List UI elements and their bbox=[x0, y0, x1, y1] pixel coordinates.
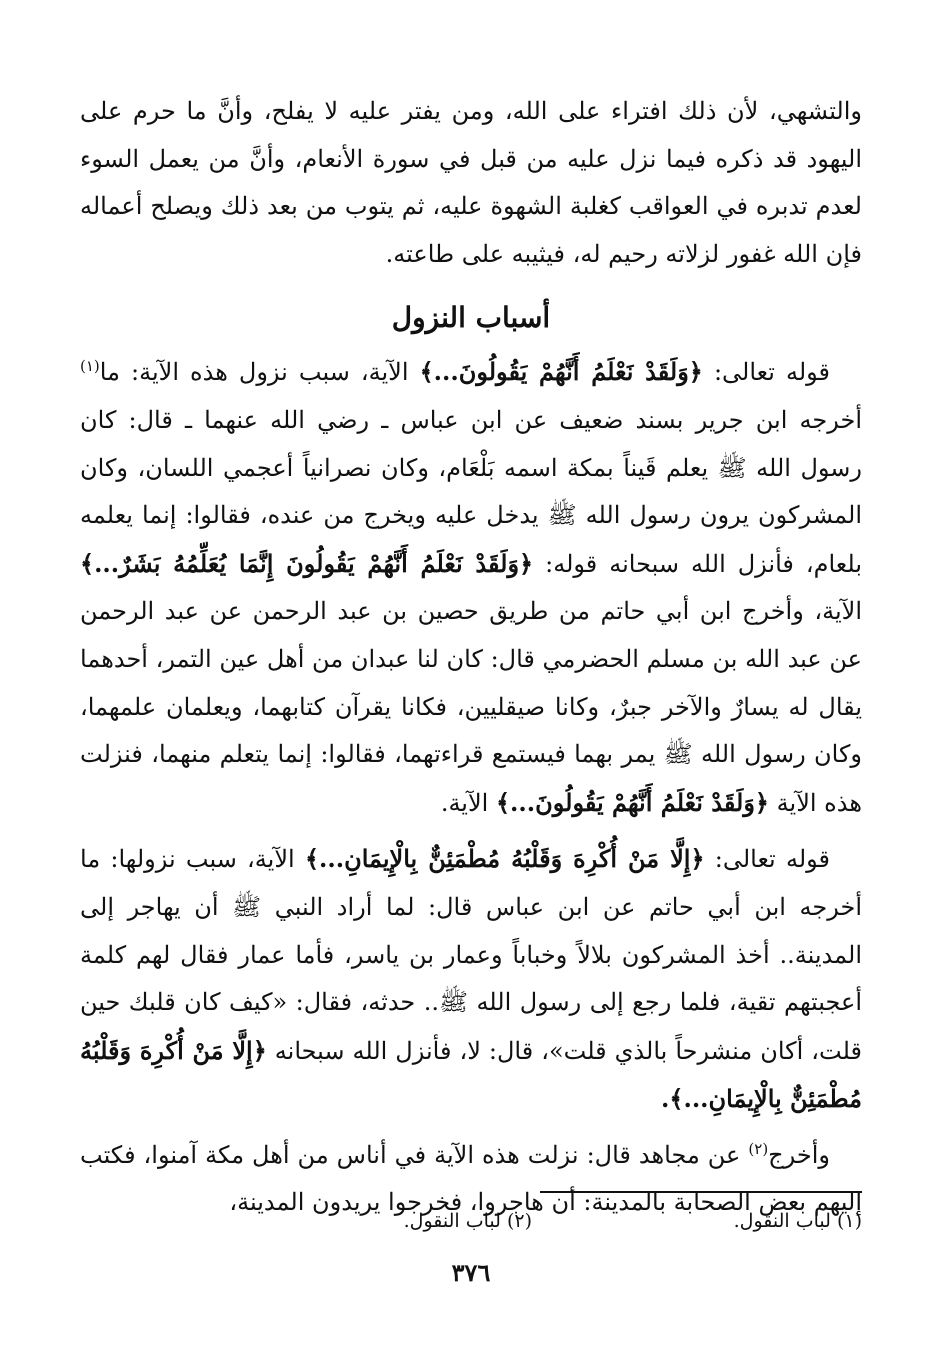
quran-verse: ﴿وَلَقَدْ نَعْلَمُ أَنَّهُمْ يَقُولُونَ...﴾ bbox=[495, 787, 769, 817]
body-text: وأخرج bbox=[768, 1140, 830, 1169]
page-number: ٣٧٦ bbox=[451, 1258, 491, 1287]
quran-verse: ﴿وَلَقَدْ نَعْلَمُ أَنَّهُمْ يَقُولُونَ إِنَّمَا يُعَلِّمُهُ بَشَرٌ...﴾ bbox=[80, 548, 534, 578]
quran-verse: ﴿إِلَّا مَنْ أُكْرِهَ وَقَلْبُهُ مُطْمَئِنٌّ بِالْإِيمَانِ...﴾. bbox=[80, 1035, 862, 1114]
footnote-marker: (١) bbox=[80, 357, 100, 376]
footnote-1: (١) لباب النقول. bbox=[733, 1210, 862, 1232]
paragraph-intro bbox=[80, 88, 862, 278]
body-text: الآية، سبب نزول هذه الآية: ما bbox=[99, 358, 409, 387]
footnote-marker: (٢) bbox=[748, 1139, 769, 1158]
quran-verse: ﴿إِلَّا مَنْ أُكْرِهَ وَقَلْبُهُ مُطْمَئِنٌّ بِالْإِيمَانِ...﴾ bbox=[304, 844, 705, 874]
footnote-2: (٢) لباب النقول. bbox=[403, 1210, 532, 1232]
intro-text: قوله تعالى: bbox=[713, 358, 831, 387]
paragraph-section-2 bbox=[80, 835, 862, 1124]
page-body bbox=[80, 88, 862, 1227]
paragraph-section-1 bbox=[80, 348, 862, 827]
body-text: الآية. bbox=[440, 788, 489, 817]
paragraph-text: والتشهي، لأن ذلك افتراء على الله، ومن يفتر عليه لا يفلح، وأنَّ ما حرم على اليهود قد ذكره فيما نزل عليه من قبل في سورة الأنعام، وأنَّ من يعمل السوء لعدم تدبره في العواقب كغلبة الشهوة عليه، ثم يتوب من بعد ذلك ويصلح أعماله فإن الله غفور لزلاته رحيم له، فيثيبه على طاعته. bbox=[80, 97, 862, 268]
intro-text: قوله تعالى: bbox=[714, 845, 831, 874]
body-text: الآية، سبب نزولها: ما أخرجه ابن أبي حاتم عن ابن عباس قال: لما أراد النبي ﷺ أن يهاجر إلى المدينة.. أخذ المشركون بلالاً وخباباً وعمار بن ياسر، فأما عمار فقال لهم كلمة أعجبتهم تقية، فلما رجع إلى رسول الله ﷺ.. حدثه، فقال: «كيف كان قلبك حين قلت، أكان منشرحاً بالذي قلت»، قال: لا، فأنزل الله سبحانه bbox=[80, 845, 862, 1065]
quran-verse: ﴿وَلَقَدْ نَعْلَمُ أَنَّهُمْ يَقُولُونَ...﴾ bbox=[419, 357, 703, 387]
body-text: أخرجه ابن جرير بسند ضعيف عن ابن عباس ـ رضي الله عنهما ـ قال: كان رسول الله ﷺ يعلم قَيناً بمكة اسمه بَلْعَام، وكان نصرانياً أعجمي اللسان، وكان المشركون يرون رسول الله ﷺ يدخل عليه ويخرج من عنده، فقالوا: إنما يعلمه بلعام، فأنزل الله سبحانه قوله: bbox=[80, 405, 862, 578]
section-heading: أسباب النزول bbox=[391, 301, 551, 335]
body-text: عن مجاهد قال: نزلت هذه الآية في أناس من أهل مكة آمنوا، فكتب إليهم بعض الصحابة بالمدينة: أن هاجروا، فخرجوا يريدون المدينة، bbox=[80, 1140, 862, 1217]
body-text: الآية، وأخرج ابن أبي حاتم من طريق حصين بن عبد الرحمن عن عبد الرحمن عن عبد الله بن مسلم الحضرمي قال: كان لنا عبدان من أهل عين التمر، أحدهما يقال له يسارٌ والآخر جبرٌ، وكانا صيقليين، فكانا يقرآن كتابهما، ويعلمان علمهما، وكان رسول الله ﷺ يمر بهما فيستمع قراءتهما، فقالوا: إنما يتعلم منهما، فنزلت هذه الآية bbox=[80, 597, 863, 817]
footnote-divider bbox=[540, 1191, 862, 1193]
